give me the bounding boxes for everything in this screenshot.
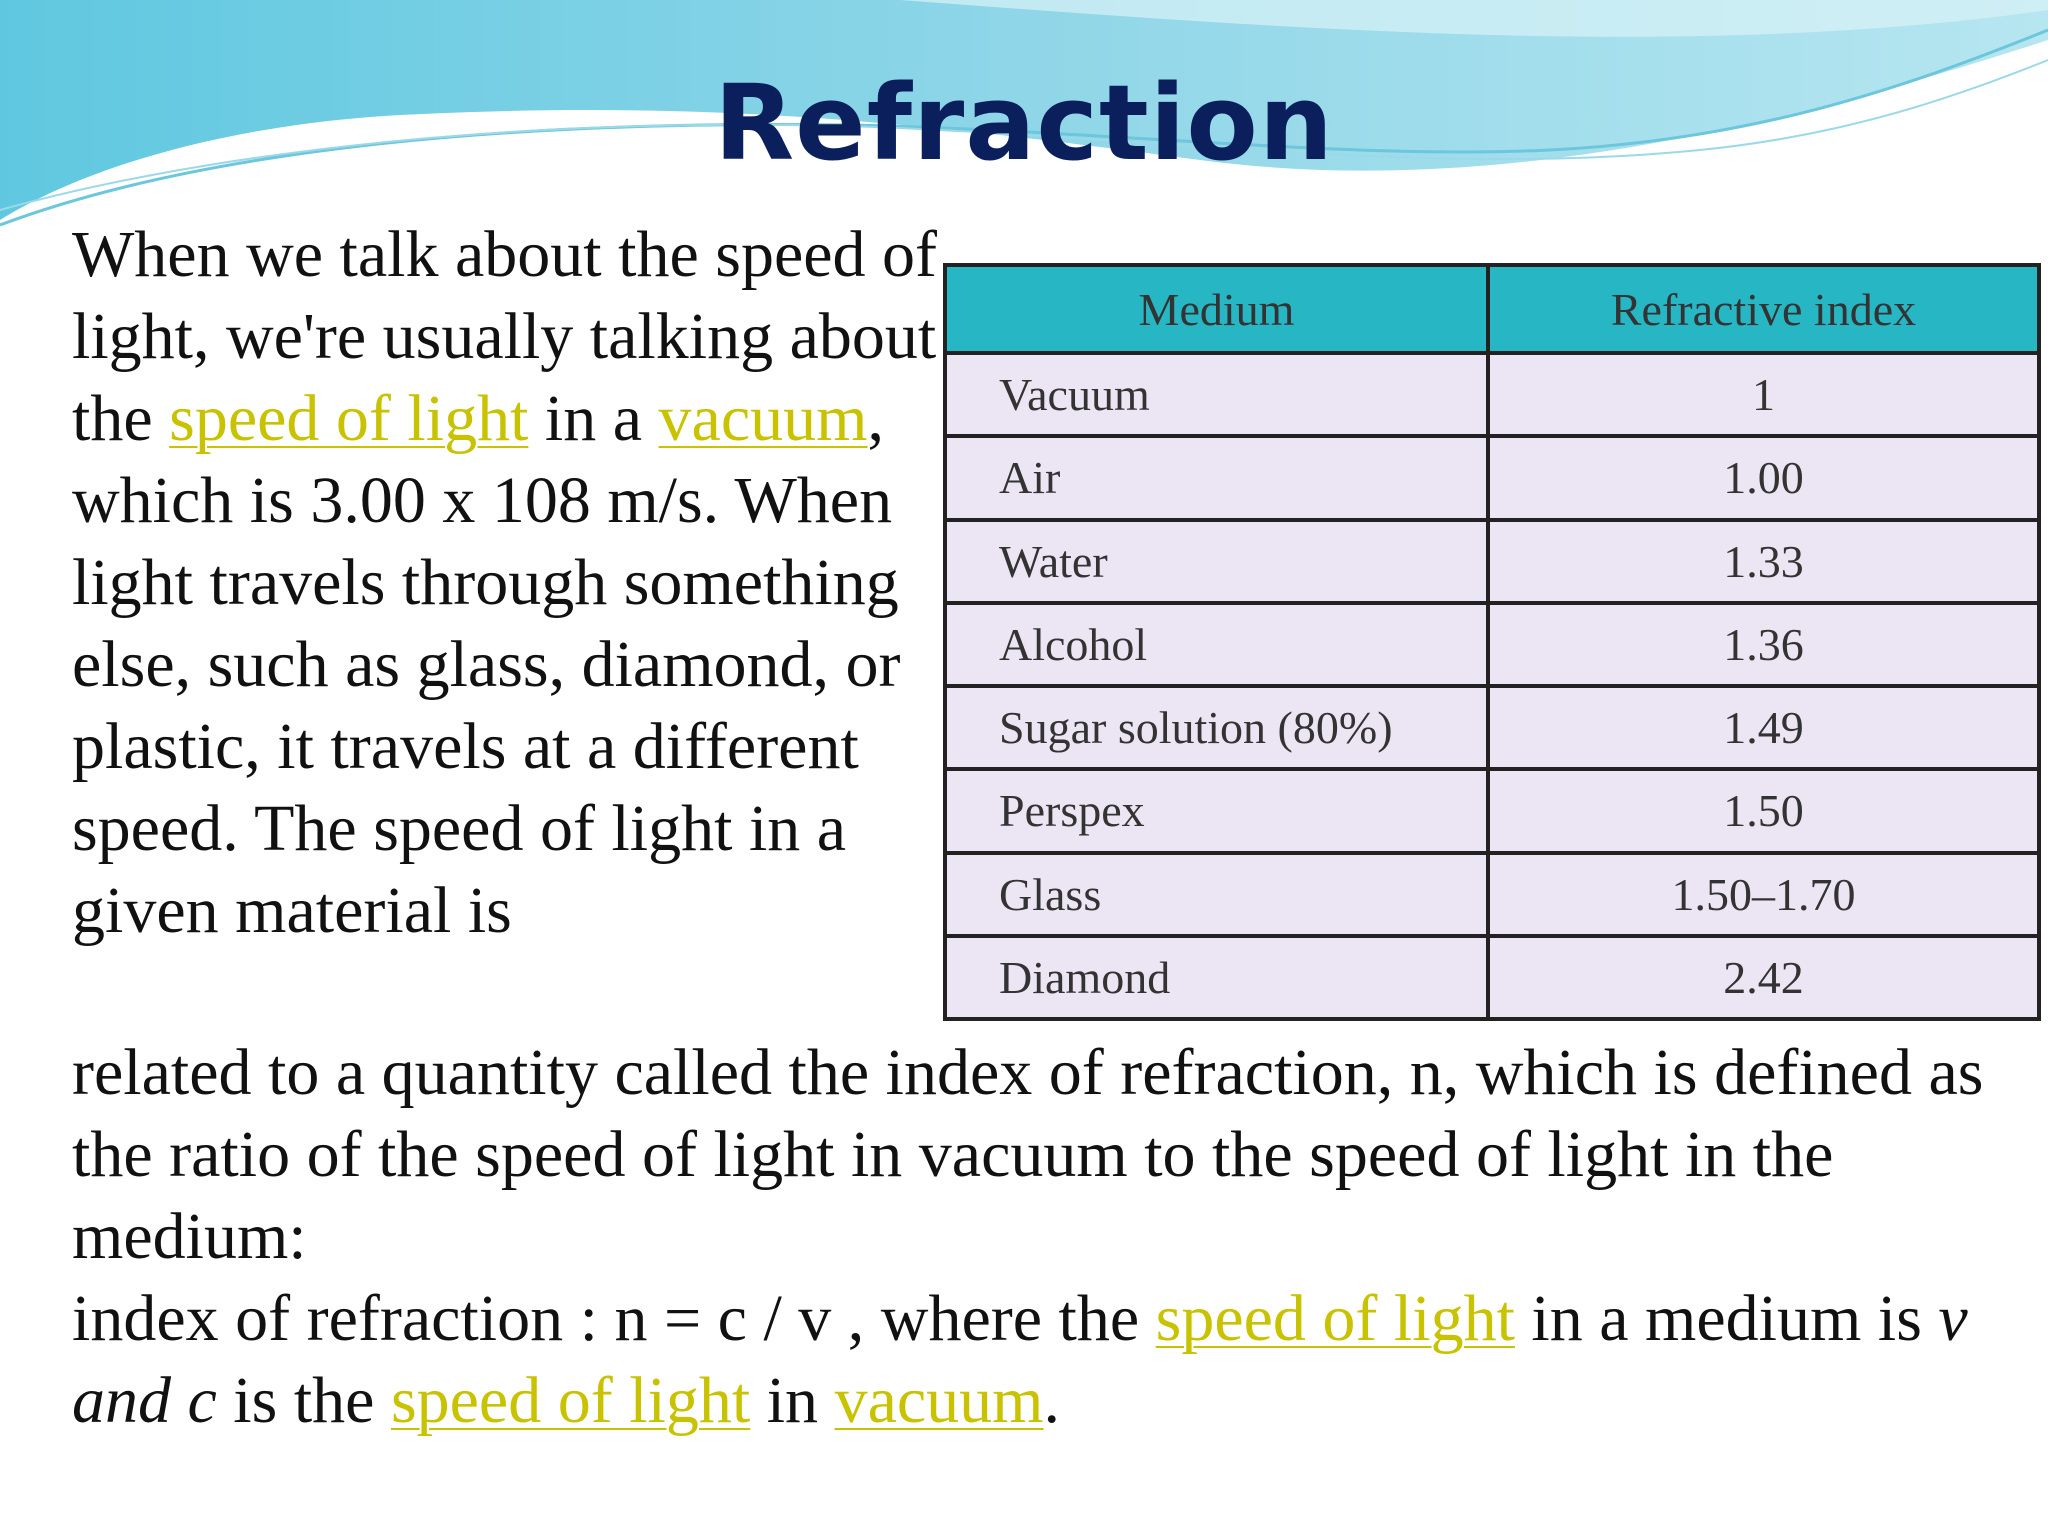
medium-cell: Water (945, 520, 1488, 603)
table-row (945, 853, 2039, 936)
index-cell: 1.50 (1488, 769, 2039, 852)
table-row (945, 353, 2039, 436)
index-cell: 1.00 (1488, 436, 2039, 519)
table-row (945, 603, 2039, 686)
table-row (945, 769, 2039, 852)
vacuum-link[interactable]: vacuum (658, 382, 868, 455)
medium-cell: Alcohol (945, 603, 1488, 686)
intro-text-start: When we talk about the speed of light, we're usually talking about the (72, 218, 938, 455)
medium-cell: Vacuum (945, 353, 1488, 436)
header-refractive-index: Refractive index (1488, 265, 2039, 353)
formula-period: . (1043, 1364, 1060, 1437)
intro-text-rest: , which is 3.00 x 108 m/s. When light travels through something else, such as glass, diamond, or plastic, it travels at a different speed. The speed of light in a given material is (72, 382, 901, 947)
index-cell: 1 (1488, 353, 2039, 436)
formula-text-is-the: is the (216, 1364, 391, 1437)
speed-of-light-link[interactable]: speed of light (1155, 1282, 1515, 1355)
refractive-index-table (943, 263, 2041, 1021)
speed-of-light-link[interactable]: speed of light (390, 1364, 751, 1437)
definition-paragraph (72, 1032, 2022, 1442)
formula-text-in: in (750, 1364, 835, 1437)
table-header-row (945, 265, 2039, 353)
index-cell: 2.42 (1488, 936, 2039, 1019)
speed-of-light-link[interactable]: speed of light (169, 382, 529, 455)
medium-cell: Glass (945, 853, 1488, 936)
medium-cell: Sugar solution (80%) (945, 686, 1488, 769)
header-medium: Medium (945, 265, 1488, 353)
medium-cell: Diamond (945, 936, 1488, 1019)
table-row (945, 686, 2039, 769)
index-cell: 1.33 (1488, 520, 2039, 603)
index-cell: 1.36 (1488, 603, 2039, 686)
table-row (945, 520, 2039, 603)
index-cell: 1.49 (1488, 686, 2039, 769)
formula-text-medium: in a medium is (1514, 1282, 1939, 1355)
vacuum-link[interactable]: vacuum (834, 1364, 1044, 1437)
formula-variables: v and c (72, 1282, 1968, 1437)
slide-title: Refraction (714, 62, 1334, 184)
definition-text: related to a quantity called the index of refraction, n, which is defined as the ratio of the speed of light in vacuum to the speed of light in the medium: (72, 1036, 1984, 1273)
index-cell: 1.50–1.70 (1488, 853, 2039, 936)
intro-paragraph (72, 214, 942, 952)
intro-text-in-a: in a (528, 382, 659, 455)
formula-text: index of refraction : n = c / v , where the (72, 1282, 1156, 1355)
medium-cell: Air (945, 436, 1488, 519)
medium-cell: Perspex (945, 769, 1488, 852)
table-row (945, 436, 2039, 519)
table-row (945, 936, 2039, 1019)
